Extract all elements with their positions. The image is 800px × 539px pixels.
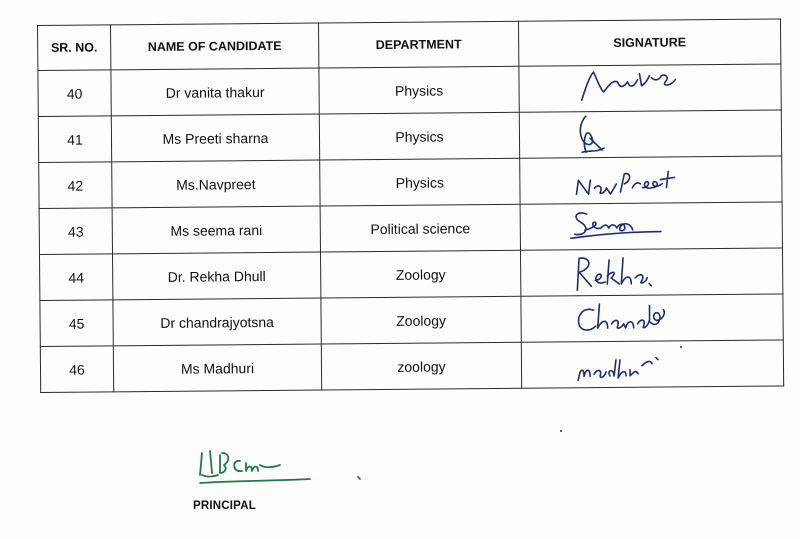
scan-speck — [680, 346, 682, 348]
handwritten-signature-madhuri — [522, 340, 784, 387]
scan-speck — [560, 430, 562, 432]
signature-cell — [520, 156, 782, 204]
handwritten-signature-preeti — [520, 111, 782, 158]
department-cell: Physics — [319, 66, 519, 114]
candidate-name-cell: Ms Preeti sharna — [111, 114, 319, 162]
signature-cell — [521, 340, 783, 388]
sr-no-cell: 46 — [40, 346, 113, 393]
table-row — [39, 202, 782, 254]
handwritten-signature-navpreet — [520, 157, 782, 204]
table-row — [39, 156, 782, 208]
department-cell: Political science — [320, 204, 520, 252]
header-signature: SIGNATURE — [518, 19, 780, 66]
candidate-table — [37, 19, 784, 393]
table-row — [40, 340, 783, 392]
header-sr-no: SR. NO. — [38, 25, 111, 71]
handwritten-signature-vanita — [519, 65, 781, 112]
candidate-name-cell: Dr. Rekha Dhull — [112, 252, 320, 300]
header-department: DEPARTMENT — [318, 21, 518, 68]
candidate-name-cell: Dr chandrajyotsna — [113, 298, 321, 346]
candidate-name-cell: Ms Madhuri — [113, 344, 321, 392]
table-row — [38, 110, 781, 162]
handwritten-signature-seema — [521, 203, 783, 250]
signature-cell — [520, 248, 782, 296]
principal-signature — [190, 443, 370, 493]
signature-cell — [521, 294, 783, 342]
candidate-name-cell: Ms.Navpreet — [112, 160, 320, 208]
table-header-row — [38, 19, 781, 70]
signature-cell — [519, 110, 781, 158]
candidate-name-cell: Dr vanita thakur — [111, 68, 319, 116]
principal-label: PRINCIPAL — [193, 500, 256, 512]
table-row — [40, 294, 783, 346]
candidate-name-cell: Ms seema rani — [112, 206, 320, 254]
department-cell: zoology — [321, 342, 521, 390]
signature-cell — [520, 202, 782, 250]
department-cell: Physics — [320, 158, 520, 206]
department-cell: Physics — [319, 112, 519, 160]
handwritten-signature-chandra — [521, 294, 783, 341]
sr-no-cell: 40 — [38, 70, 111, 117]
department-cell: Zoology — [321, 296, 521, 344]
sr-no-cell: 42 — [39, 162, 112, 209]
table-row — [40, 248, 783, 300]
department-cell: Zoology — [320, 250, 520, 298]
sr-no-cell: 41 — [38, 116, 111, 163]
sr-no-cell: 45 — [40, 300, 113, 347]
sr-no-cell: 43 — [39, 208, 112, 255]
handwritten-signature-rekha — [521, 248, 783, 295]
table-row — [38, 64, 781, 116]
header-name: NAME OF CANDIDATE — [111, 23, 319, 70]
sr-no-cell: 44 — [40, 254, 113, 301]
signature-cell — [519, 64, 781, 112]
